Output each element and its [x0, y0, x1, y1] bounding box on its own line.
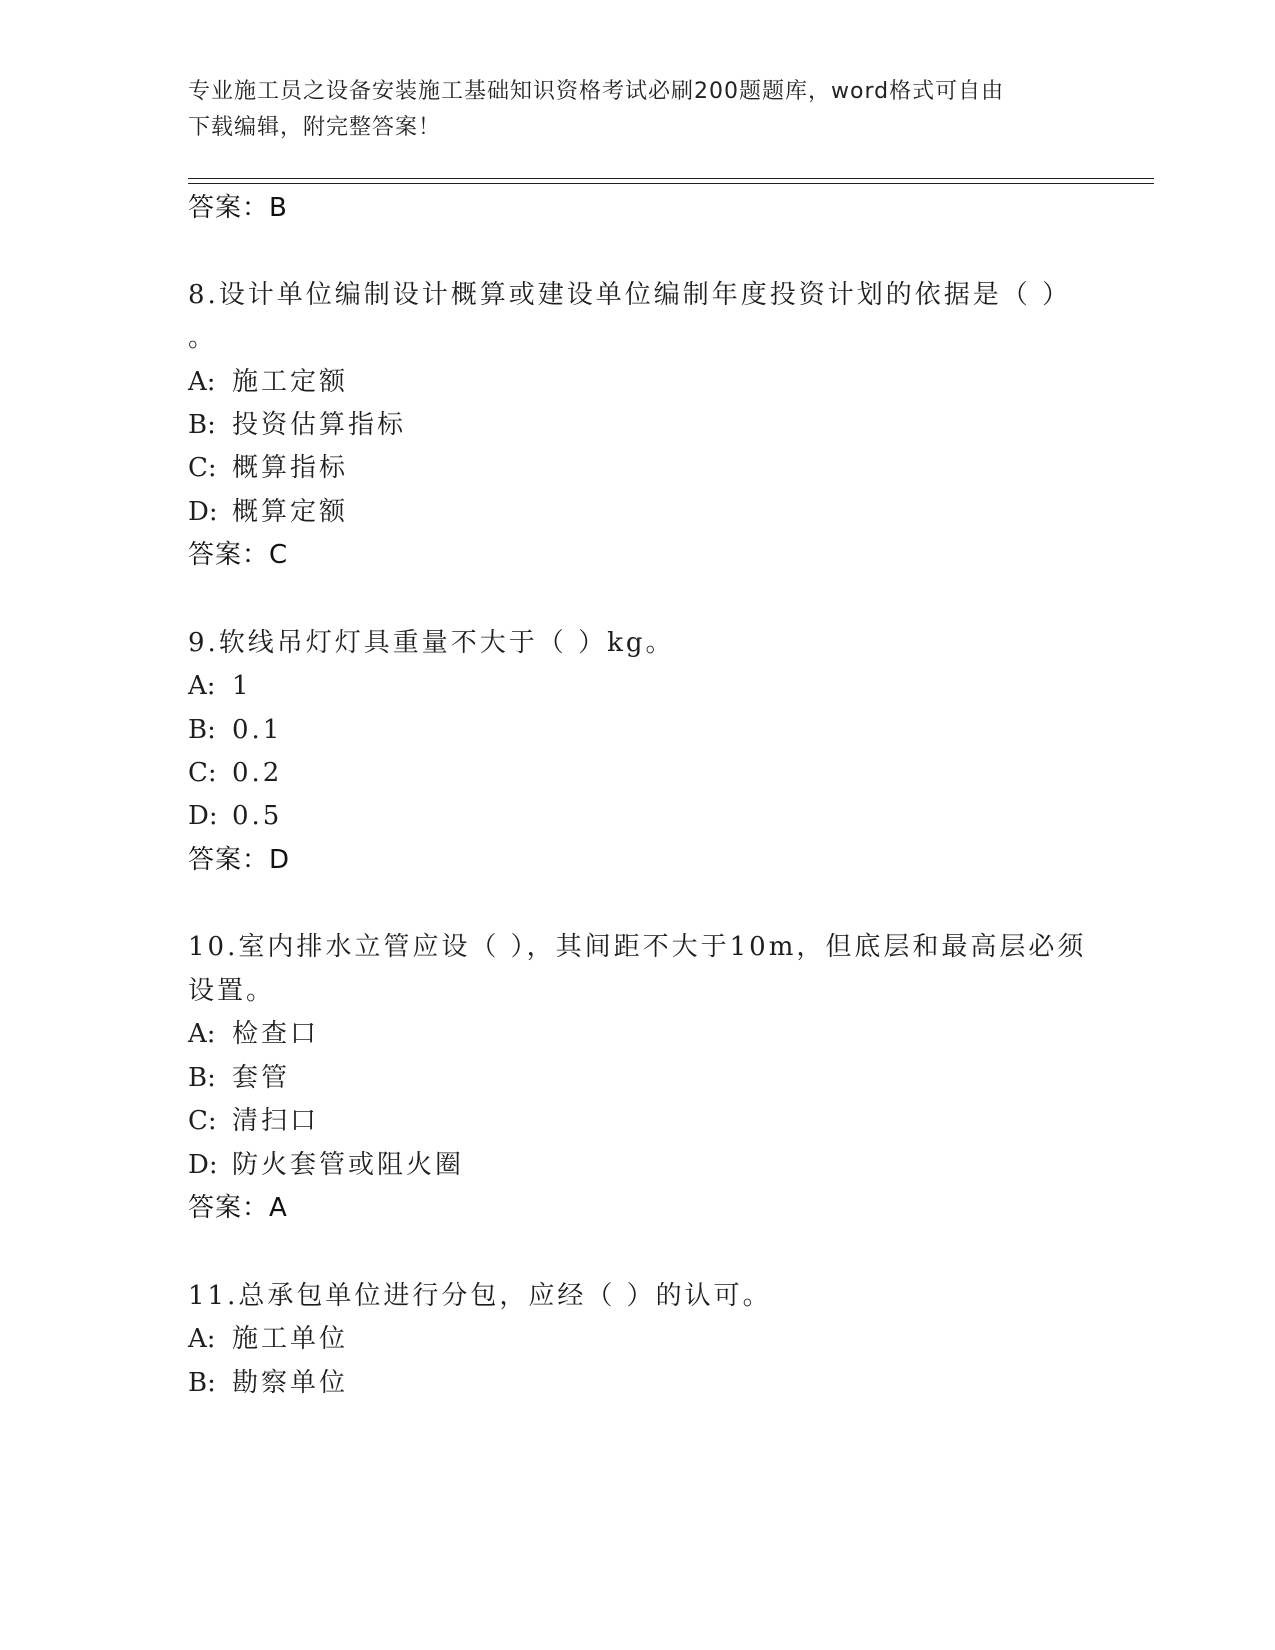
- option-letter: C:: [188, 453, 217, 483]
- question-10-option-c: [188, 1105, 319, 1137]
- question-8-option-c: [188, 452, 348, 484]
- question-9-answer: 答案：D: [188, 845, 291, 875]
- option-text: 防火套管或阻火圈: [232, 1150, 465, 1180]
- option-text: 投资估算指标: [232, 410, 407, 440]
- option-text: 0.2: [232, 758, 283, 788]
- option-text: 概算定额: [232, 497, 349, 527]
- option-text: 1: [232, 671, 252, 701]
- question-11-option-a: [188, 1323, 348, 1355]
- option-text: 概算指标: [232, 453, 349, 483]
- option-letter: B:: [188, 1063, 216, 1093]
- question-9-option-d: [188, 800, 282, 832]
- option-letter: B:: [188, 410, 216, 440]
- option-letter: B:: [188, 715, 216, 745]
- question-10-option-d: [188, 1149, 464, 1181]
- header-line-1: 专业施工员之设备安装施工基础知识资格考试必刷200题题库，word格式可自由: [188, 79, 1005, 104]
- question-8-stem-line-2: 。: [188, 323, 218, 353]
- option-letter: D:: [188, 497, 218, 527]
- option-text: 施工定额: [232, 367, 349, 397]
- question-8-stem-line-1: 8.设计单位编制设计概算或建设单位编制年度投资计划的依据是（ ）: [188, 280, 1072, 310]
- option-letter: A:: [188, 1324, 216, 1354]
- option-text: 施工单位: [232, 1324, 349, 1354]
- question-11-option-b: [188, 1367, 348, 1399]
- option-text: 清扫口: [232, 1106, 320, 1136]
- question-11-stem: 11.总承包单位进行分包，应经（ ）的认可。: [188, 1281, 772, 1311]
- question-8-option-b: [188, 409, 406, 441]
- question-10-answer: 答案：A: [188, 1193, 288, 1223]
- option-letter: D:: [188, 1150, 218, 1180]
- option-letter: D:: [188, 801, 218, 831]
- question-9-option-a: [188, 670, 252, 702]
- question-10-option-b: [188, 1062, 290, 1094]
- question-8-answer: 答案：C: [188, 540, 289, 570]
- question-9-option-c: [188, 757, 282, 789]
- header-divider-bottom: [188, 183, 1154, 184]
- previous-answer: 答案：B: [188, 193, 288, 223]
- option-letter: B:: [188, 1368, 216, 1398]
- option-letter: C:: [188, 1106, 217, 1136]
- question-9-stem: 9.软线吊灯灯具重量不大于（ ）kg。: [188, 628, 675, 658]
- header-divider-top: [188, 178, 1154, 179]
- option-letter: A:: [188, 1019, 216, 1049]
- document-header: [188, 74, 1068, 146]
- option-letter: C:: [188, 758, 217, 788]
- question-10-option-a: [188, 1018, 319, 1050]
- question-8-option-d: [188, 496, 348, 528]
- option-letter: A:: [188, 367, 216, 397]
- question-10-stem-line-1: 10.室内排水立管应设（ ），其间距不大于10m，但底层和最高层必须: [188, 932, 1087, 962]
- option-text: 0.1: [232, 715, 283, 745]
- option-text: 套管: [232, 1063, 291, 1093]
- header-line-2: 下载编辑，附完整答案！: [188, 115, 442, 140]
- question-9-option-b: [188, 714, 282, 746]
- question-8-option-a: [188, 366, 348, 398]
- option-text: 检查口: [232, 1019, 320, 1049]
- option-letter: A:: [188, 671, 216, 701]
- option-text: 勘察单位: [232, 1368, 349, 1398]
- question-10-stem-line-2: 设置。: [188, 976, 276, 1006]
- option-text: 0.5: [232, 801, 283, 831]
